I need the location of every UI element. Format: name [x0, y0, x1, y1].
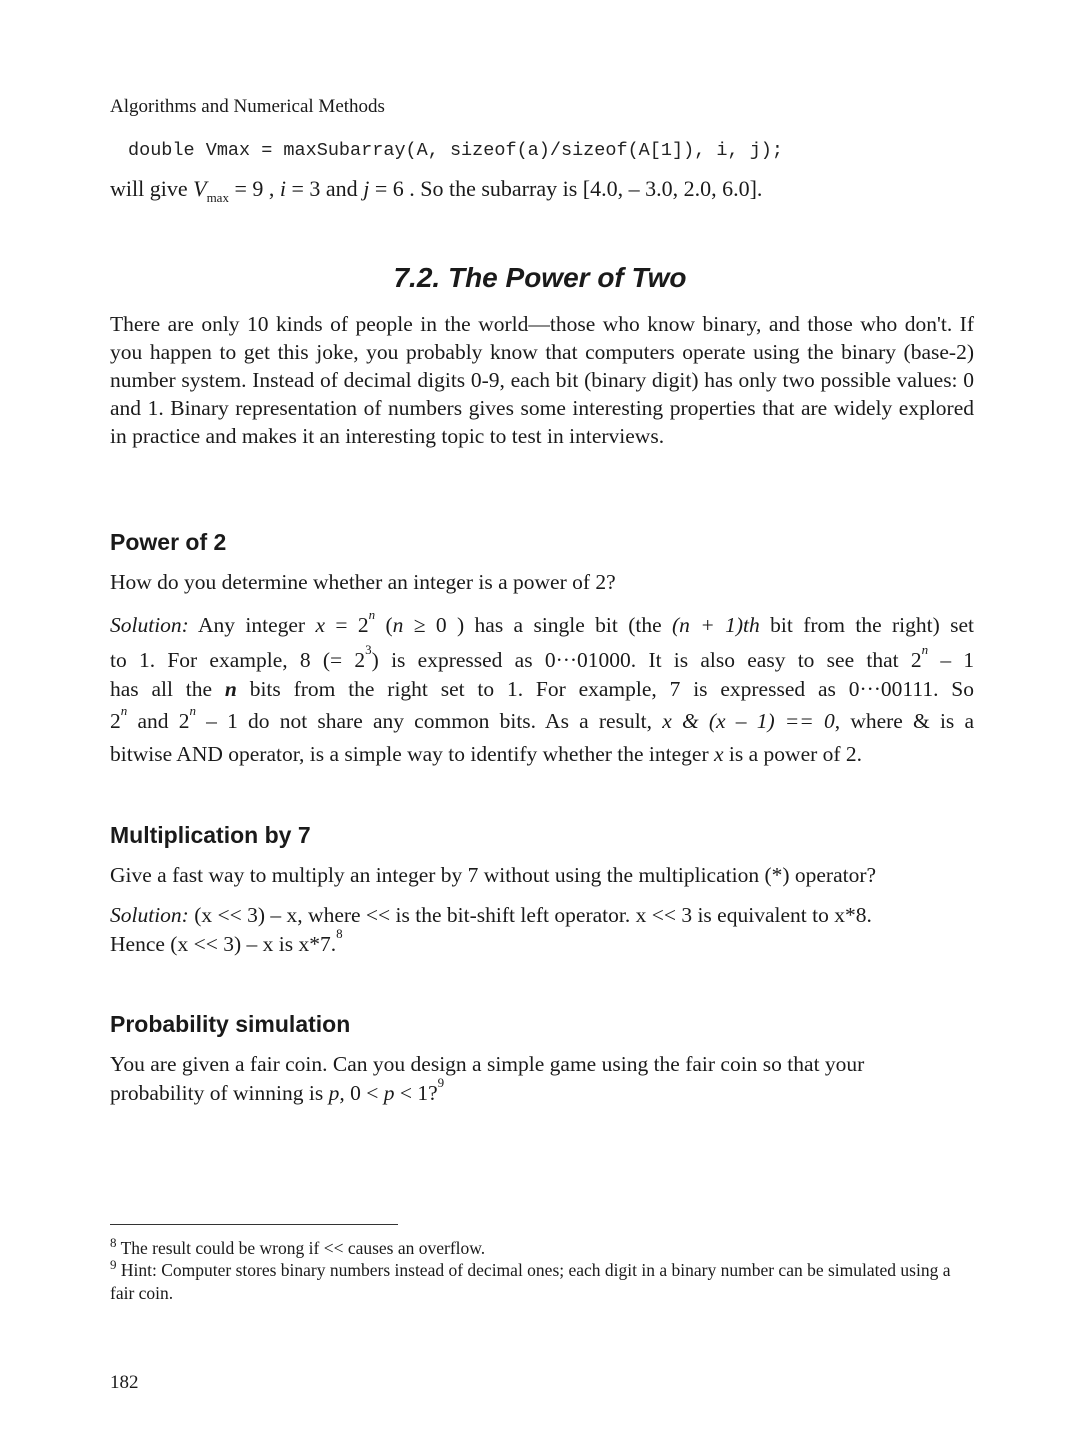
footnote-number: 9	[110, 1257, 117, 1272]
text-span: has a single bit (the	[474, 613, 662, 637]
footnote-ref[interactable]: 8	[336, 926, 343, 941]
math-expr: 2	[178, 709, 190, 733]
text-span: bitwise AND operator, is a simple way to identify whether the integer	[110, 742, 709, 766]
page-number: 182	[110, 1372, 139, 1393]
text-span: bits from the right set to 1. For example, 7 is expressed as	[249, 677, 836, 701]
math-var: p,	[328, 1081, 345, 1105]
math-expr: )	[371, 648, 379, 672]
text-span: is a power of 2.	[728, 742, 863, 766]
result-prefix: will give	[110, 176, 188, 201]
heading-probability-simulation: Probability simulation	[110, 1011, 351, 1037]
probability-line-2	[110, 1075, 974, 1106]
power-of-2-solution-line-3	[110, 677, 974, 702]
text-span: It is also easy to see that	[648, 648, 899, 672]
section-title: 7.2. The Power of Two	[393, 262, 687, 293]
running-header: Algorithms and Numerical Methods	[110, 96, 385, 117]
mult7-question: Give a fast way to multiply an integer by 7 without using the multiplication (*) operator?	[110, 863, 877, 887]
vmax-value: = 9 ,	[234, 176, 275, 201]
power-of-2-solution-line-5	[110, 742, 974, 767]
text-span: and	[137, 709, 169, 733]
text-span: probability of winning is	[110, 1081, 324, 1105]
math-expr: 2	[110, 709, 121, 733]
text-span: , where & is a	[834, 709, 975, 733]
math-expr: ≥ 0 )	[413, 613, 465, 637]
result-suffix: So the subarray is [4.0, – 3.0, 2.0, 6.0].	[420, 176, 763, 201]
binary-value: 0···00111.	[848, 677, 939, 701]
math-expr: 2	[910, 648, 922, 672]
heading-multiplication-by-7: Multiplication by 7	[110, 822, 311, 848]
math-var: x	[315, 613, 325, 637]
math-expr: – 1	[940, 648, 975, 672]
binary-value: 0···01000.	[544, 648, 637, 672]
text-span: Hence (x << 3) – x is x*7.	[110, 932, 337, 956]
text-span: (x << 3) – x, where << is the bit-shift left operator. x << 3 is equivalent to x*8.	[194, 903, 872, 927]
text-span: So	[951, 677, 975, 701]
math-expr: (n + 1)th	[672, 613, 760, 637]
math-exponent: n	[120, 703, 128, 718]
math-expr: x & (x – 1) == 0	[662, 709, 835, 733]
vmax-var: V	[193, 176, 207, 201]
vmax-sub: max	[206, 190, 229, 205]
footnote-text: Hint: Computer stores binary numbers instead of decimal ones; each digit in a binary number can be simulated using a fair coin.	[110, 1260, 951, 1303]
text-span: Any integer	[198, 613, 306, 637]
power-of-2-question: How do you determine whether an integer is a power of 2?	[110, 570, 616, 594]
mult7-solution-line-1	[110, 903, 974, 928]
math-expr: < 1?	[399, 1081, 438, 1105]
math-exponent: n	[189, 703, 196, 718]
footnote-rule	[110, 1224, 398, 1225]
text-span: – 1 do not share any common bits. As a result,	[206, 709, 653, 733]
mult7-solution-line-2	[110, 926, 974, 957]
footnote-number: 8	[110, 1235, 117, 1250]
text-span: to 1. For example, 8	[110, 648, 311, 672]
result-sentence	[110, 176, 763, 205]
text-span: is expressed as	[391, 648, 533, 672]
footnote-9	[110, 1259, 974, 1305]
math-exponent: n	[368, 607, 376, 622]
probability-line-1: You are given a fair coin. Can you design a simple game using the fair coin so that your	[110, 1052, 865, 1076]
math-expr: (= 2	[322, 648, 366, 672]
footnote-ref[interactable]: 9	[437, 1075, 445, 1090]
math-expr: (	[385, 613, 393, 637]
section-intro: There are only 10 kinds of people in the world—those who know binary, and those who don't. If you happen to get this joke, you probably know that computers operate using the binary (base-2) number system. Instead of decimal digits 0-9, each bit (binary digit) has only two possible values: 0 and 1. Binary representation of numbers gives some interesting properties that are widely explored in practice and makes it an interesting topic to test in interviews.	[110, 312, 974, 448]
text-span: bit from the right) set	[770, 613, 974, 637]
heading-power-of-2: Power of 2	[110, 529, 227, 555]
power-of-2-solution-line-1	[110, 607, 974, 638]
math-exponent: 3	[365, 642, 372, 657]
math-exponent: n	[921, 642, 929, 657]
solution-label: Solution:	[110, 903, 189, 927]
j-value: = 6 .	[374, 176, 415, 201]
solution-label: Solution:	[110, 613, 189, 637]
i-value: = 3	[291, 176, 321, 201]
math-expr: 0 <	[350, 1081, 379, 1105]
text-span: has all the	[110, 677, 213, 701]
footnote-text: The result could be wrong if << causes an overflow.	[120, 1238, 486, 1258]
i-var: i	[279, 176, 286, 201]
math-var: n	[392, 613, 404, 637]
math-var: n	[224, 677, 237, 701]
j-var: j	[363, 176, 370, 201]
code-line: double Vmax = maxSubarray(A, sizeof(a)/sizeof(A[1]), i, j);	[128, 140, 784, 161]
power-of-2-solution-line-4	[110, 703, 975, 734]
and-word: and	[325, 176, 358, 201]
footnote-8	[110, 1237, 974, 1260]
math-expr: = 2	[335, 613, 369, 637]
math-var: p	[383, 1081, 395, 1105]
math-var: x	[713, 742, 724, 766]
power-of-2-solution-line-2	[110, 642, 975, 673]
